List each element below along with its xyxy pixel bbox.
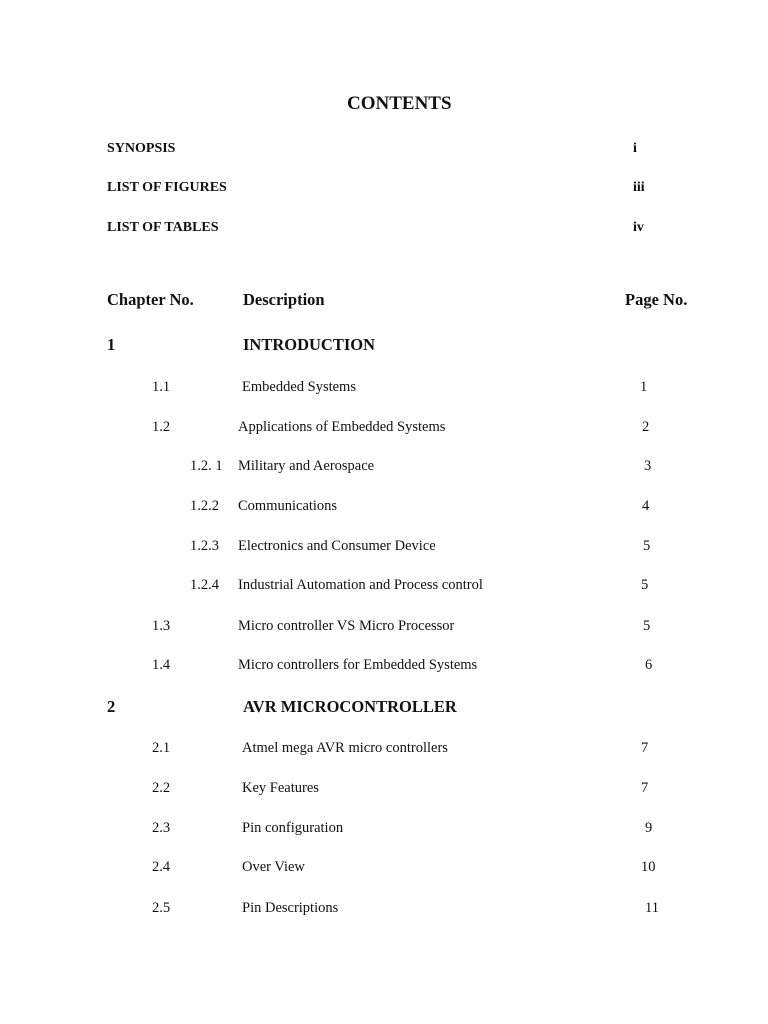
section-page: 3 [644,458,652,474]
section-page: 4 [642,498,650,514]
section-title: Pin configuration [242,820,344,836]
section-page: 5 [643,618,651,634]
section-page: 7 [641,740,649,756]
toc-front-synopsis-label: SYNOPSIS [107,141,176,156]
chapter-number: 2 [107,697,116,716]
column-header-chapter: Chapter No. [107,290,194,309]
section-title: Micro controller VS Micro Processor [238,618,455,634]
section-page: 5 [641,577,649,593]
section-number: 2.1 [152,740,171,756]
section-number: 1.3 [152,618,171,634]
section-title: Industrial Automation and Process control [238,577,483,593]
subsection-number: 1.2.2 [190,498,219,514]
section-page: 2 [642,419,650,435]
section-number: 1.1 [152,379,171,395]
section-title: Pin Descriptions [242,900,339,916]
section-title: Embedded Systems [242,379,356,395]
subsection-number: 1.2.4 [190,577,219,593]
subsection-number: 1.2. 1 [190,458,223,474]
chapter-number: 1 [107,335,116,354]
section-page: 6 [645,657,653,673]
section-number: 1.2 [152,419,171,435]
section-title: Communications [238,498,338,514]
column-header-description: Description [243,290,325,309]
subsection-number: 1.2.3 [190,538,219,554]
section-title: Over View [242,859,305,875]
page-title: CONTENTS [347,93,452,114]
toc-front-tables-label: LIST OF TABLES [107,220,219,235]
toc-front-synopsis-page: i [633,141,637,156]
section-page: 5 [643,538,651,554]
section-title: Electronics and Consumer Device [238,538,436,554]
section-number: 2.2 [152,780,171,796]
section-page: 10 [641,859,656,875]
chapter-title: INTRODUCTION [243,335,376,354]
section-page: 7 [641,780,649,796]
section-page: 11 [645,900,659,916]
toc-front-figures-label: LIST OF FIGURES [107,180,227,195]
section-number: 1.4 [152,657,171,673]
toc-front-figures-page: iii [633,180,645,195]
column-header-page: Page No. [625,290,688,309]
section-title: Military and Aerospace [238,458,375,474]
chapter-title: AVR MICROCONTROLLER [243,697,457,716]
section-page: 1 [640,379,648,395]
section-title: Micro controllers for Embedded Systems [238,657,478,673]
section-title: Key Features [242,780,319,796]
section-title: Atmel mega AVR micro controllers [242,740,448,756]
section-page: 9 [645,820,653,836]
section-title: Applications of Embedded Systems [238,419,446,435]
section-number: 2.5 [152,900,171,916]
section-number: 2.3 [152,820,171,836]
section-number: 2.4 [152,859,171,875]
toc-front-tables-page: iv [633,220,644,235]
